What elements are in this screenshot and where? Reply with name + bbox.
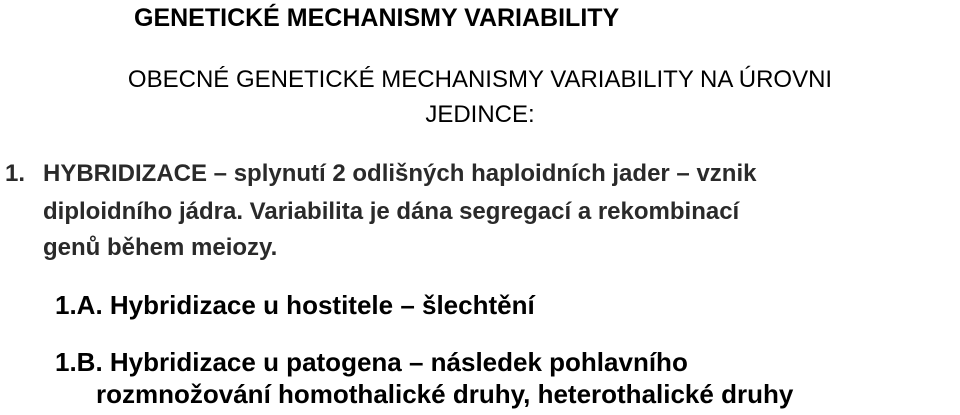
item-1-number: 1. — [5, 160, 26, 187]
item-1-line-3: genů během meiozy. — [43, 234, 278, 261]
item-1b-line-2: rozmnožování homothalické druhy, heterothalické druhy — [96, 379, 794, 409]
item-1b-line-1: 1.B. Hybridizace u patogena – následek pohlavního — [55, 347, 688, 377]
subtitle-line-1: OBECNÉ GENETICKÉ MECHANISMY VARIABILITY NA ÚROVNI — [127, 66, 833, 93]
page-title: GENETICKÉ MECHANISMY VARIABILITY — [134, 4, 620, 32]
item-1-line-2: diploidního jádra. Variabilita je dána segregací a rekombinací — [43, 198, 740, 225]
item-1a-text: 1.A. Hybridizace u hostitele – šlechtění — [55, 290, 535, 320]
item-1-line-1: HYBRIDIZACE – splynutí 2 odlišných haploidních jader – vznik — [43, 160, 757, 187]
subtitle-line-2: JEDINCE: — [425, 101, 535, 128]
